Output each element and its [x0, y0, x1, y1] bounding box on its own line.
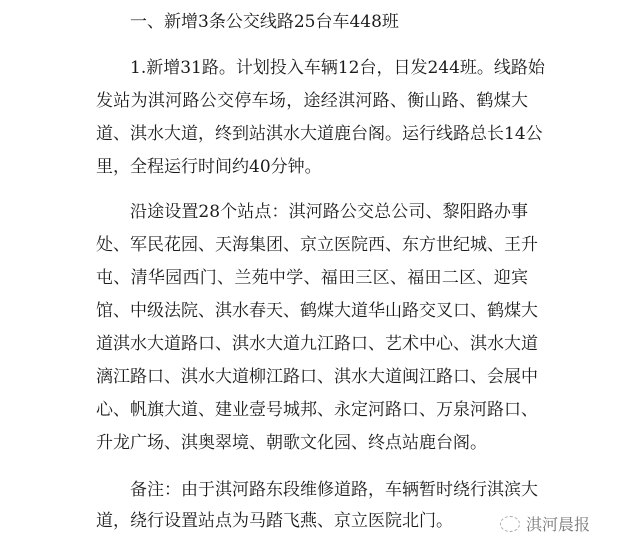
text-line: 里，全程运行时间约40分钟。 [96, 157, 322, 177]
text-line: 道、淇水大道，终到站淇水大道鹿台阁。运行线路总长14公 [96, 124, 543, 144]
text-line: 屯、清华园西门、兰苑中学、福田三区、福田二区、迎宾 [96, 268, 528, 288]
wechat-icon [500, 516, 520, 532]
text-line: 心、帆旗大道、建业壹号城邦、永定河路口、万泉河路口、 [96, 400, 538, 420]
text-line: 发站为淇河路公交停车场，途经淇河路、衡山路、鹤煤大 [96, 91, 528, 111]
watermark-text: 淇河晨报 [526, 515, 591, 534]
text-line: 漓江路口、淇水大道柳江路口、淇水大道闽江路口、会展中 [96, 367, 538, 387]
section-heading: 一、新增3条公交线路25台车448班 [130, 12, 399, 32]
text-line: 处、军民花园、天海集团、京立医院西、东方世纪城、王升 [96, 235, 538, 255]
text-line: 升龙广场、淇奥翠境、朝歌文化园、终点站鹿台阁。 [96, 433, 487, 453]
text-line: 道淇水大道路口、淇水大道九江路口、艺术中心、淇水大道 [96, 334, 538, 354]
text-line: 馆、中级法院、淇水春天、鹤煤大道华山路交叉口、鹤煤大 [96, 301, 538, 321]
text-line: 1.新增31路。计划投入车辆12台，日发244班。线路始 [130, 58, 545, 78]
text-line: 备注：由于淇河路东段维修道路，车辆暂时绕行淇滨大 [130, 480, 538, 500]
watermark [500, 512, 590, 535]
text-line: 沿途设置28个站点：淇河路公交总公司、黎阳路办事 [130, 202, 528, 222]
text-line: 道，绕行设置站点为马踏飞燕、京立医院北门。 [96, 511, 453, 531]
